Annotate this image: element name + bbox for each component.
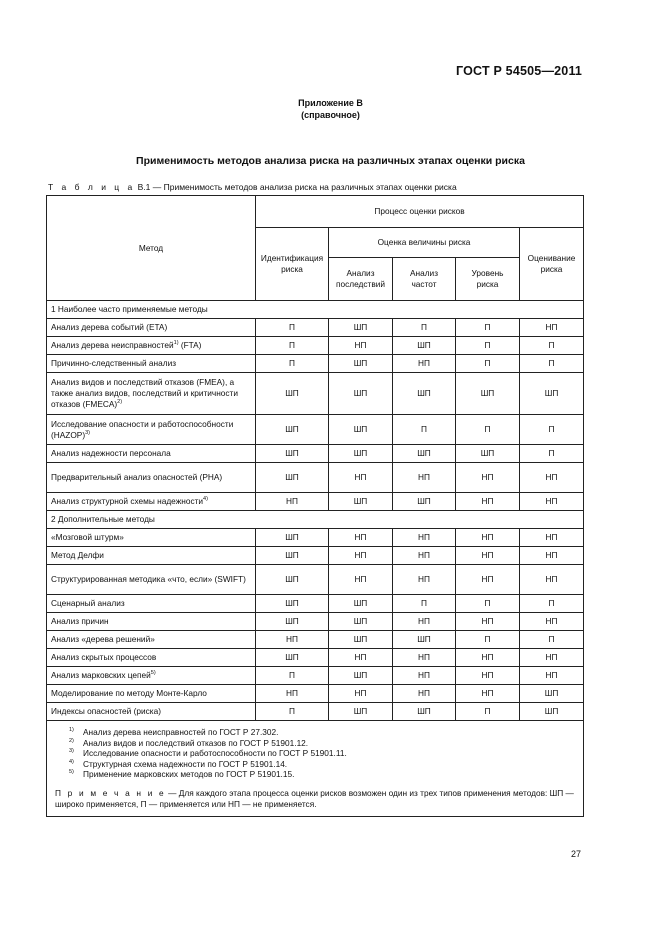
method-name-text: Причинно-следственный анализ <box>51 358 177 368</box>
evaluation-header: Оценивание риска <box>520 228 584 301</box>
footnotes <box>53 727 577 780</box>
applicability-cell: ШП <box>393 337 456 355</box>
table-row <box>47 463 584 493</box>
applicability-cell: П <box>256 667 329 685</box>
applicability-cell: НП <box>520 667 584 685</box>
note-label: П р и м е ч а н и е <box>55 787 166 798</box>
applicability-cell: П <box>256 319 329 337</box>
applicability-cell: П <box>256 355 329 373</box>
applicability-cell: П <box>520 337 584 355</box>
table-row <box>47 685 584 703</box>
applicability-cell: НП <box>520 649 584 667</box>
table-note <box>53 788 577 810</box>
method-name-text: Предварительный анализ опасностей (PHA) <box>51 472 223 482</box>
table-row <box>47 631 584 649</box>
method-name-text: Анализ надежности персонала <box>51 448 171 458</box>
footnote-text: Применение марковских методов по ГОСТ Р 51901.15. <box>83 769 295 779</box>
table-row <box>47 445 584 463</box>
applicability-cell: НП <box>393 565 456 595</box>
section-title: 2 Дополнительные методы <box>47 511 584 529</box>
method-name <box>47 649 256 667</box>
applicability-cell: П <box>520 415 584 445</box>
applicability-cell: ШП <box>256 565 329 595</box>
method-name <box>47 337 256 355</box>
applicability-cell: ШП <box>329 631 393 649</box>
applicability-cell: ШП <box>329 415 393 445</box>
applicability-cell: П <box>520 445 584 463</box>
footnote <box>53 769 577 780</box>
applicability-cell: НП <box>520 565 584 595</box>
method-name <box>47 703 256 721</box>
frequency-header: Анализ частот <box>393 258 456 301</box>
applicability-cell: П <box>520 595 584 613</box>
table-row <box>47 565 584 595</box>
applicability-cell: П <box>456 631 520 649</box>
footnote-mark: 4) <box>69 758 74 765</box>
method-name-text: Анализ структурной схемы надежности <box>51 496 204 506</box>
applicability-cell: П <box>456 355 520 373</box>
applicability-cell: П <box>456 703 520 721</box>
section-row <box>47 301 584 319</box>
footnote-mark: 3) <box>69 748 74 754</box>
applicability-cell: НП <box>456 613 520 631</box>
applicability-cell: НП <box>393 529 456 547</box>
table-caption-label: Т а б л и ц а <box>48 182 136 192</box>
method-name <box>47 547 256 565</box>
applicability-cell: НП <box>393 613 456 631</box>
method-name-text: Анализ дерева неисправностей <box>51 340 174 350</box>
applicability-cell: НП <box>329 649 393 667</box>
applicability-cell: ШП <box>329 613 393 631</box>
applicability-cell: ШП <box>329 703 393 721</box>
applicability-cell: НП <box>393 463 456 493</box>
applicability-cell: ШП <box>393 445 456 463</box>
applicability-cell: НП <box>329 565 393 595</box>
table-row <box>47 337 584 355</box>
applicability-cell: НП <box>329 685 393 703</box>
method-name <box>47 463 256 493</box>
applicability-cell: П <box>393 415 456 445</box>
applicability-cell: НП <box>393 685 456 703</box>
footnote-mark: 1) <box>69 727 74 733</box>
page-title: Применимость методов анализа риска на различных этапах оценки риска <box>136 155 525 167</box>
applicability-cell: ШП <box>256 529 329 547</box>
table-row <box>47 529 584 547</box>
method-name-text: «Мозговой штурм» <box>51 532 124 542</box>
footnote-ref: 4) <box>203 496 208 503</box>
applicability-cell: П <box>393 595 456 613</box>
table-row <box>47 703 584 721</box>
applicability-cell: НП <box>520 463 584 493</box>
applicability-cell: ШП <box>393 631 456 649</box>
method-name <box>47 319 256 337</box>
appendix-title: Приложение В <box>298 98 363 108</box>
footnote-text: Исследование опасности и работоспособности по ГОСТ Р 51901.11. <box>83 748 347 758</box>
applicability-cell: НП <box>520 613 584 631</box>
table-row <box>47 613 584 631</box>
applicability-cell: П <box>456 595 520 613</box>
footnote-text: Анализ видов и последствий отказов по ГОСТ Р 51901.12. <box>83 737 309 748</box>
method-name-text: Анализ марковских цепей <box>51 670 151 680</box>
applicability-cell: ШП <box>520 373 584 415</box>
method-name <box>47 373 256 415</box>
applicability-cell: НП <box>520 493 584 511</box>
applicability-cell: ШП <box>329 595 393 613</box>
method-name <box>47 445 256 463</box>
method-name-text: Структурированная методика «что, если» (SWIFT) <box>51 574 246 584</box>
applicability-cell: НП <box>329 337 393 355</box>
identification-header: Идентификация риска <box>256 228 329 301</box>
applicability-cell: ШП <box>256 547 329 565</box>
standard-code: ГОСТ Р 54505—2011 <box>456 64 583 78</box>
footnote-mark: 5) <box>69 769 74 775</box>
applicability-cell: НП <box>456 529 520 547</box>
footnote-text: Структурная схема надежности по ГОСТ Р 51901.14. <box>83 758 288 769</box>
applicability-cell: НП <box>520 319 584 337</box>
applicability-cell: ШП <box>456 445 520 463</box>
applicability-cell: ШП <box>329 493 393 511</box>
footnote-ref: 1) <box>173 340 179 347</box>
applicability-cell: НП <box>329 463 393 493</box>
applicability-cell: П <box>456 319 520 337</box>
applicability-cell: ШП <box>329 319 393 337</box>
section-row <box>47 511 584 529</box>
applicability-cell: ШП <box>256 649 329 667</box>
method-header: Метод <box>47 196 256 301</box>
footnote-ref: 3) <box>85 429 90 436</box>
method-name-text: Анализ «дерева решений» <box>51 634 155 644</box>
table-row <box>47 547 584 565</box>
method-name-text: Индексы опасностей (риска) <box>51 706 161 716</box>
table-row <box>47 355 584 373</box>
table-row <box>47 415 584 445</box>
applicability-cell: ШП <box>329 667 393 685</box>
table-row <box>47 667 584 685</box>
table-body-additional <box>47 511 584 721</box>
footnotes-cell <box>47 721 584 817</box>
note-text: — Для каждого этапа процесса оценки рисков возможен один из трех типов применения методов: ШП — широко применяется, П — применяется или НП — не применяется. <box>55 787 574 809</box>
appendix-subtitle: (справочное) <box>301 110 360 120</box>
applicability-cell: ШП <box>256 595 329 613</box>
applicability-cell: НП <box>256 685 329 703</box>
applicability-cell: НП <box>456 667 520 685</box>
method-name-text: Моделирование по методу Монте-Карло <box>51 688 207 698</box>
process-header: Процесс оценки рисков <box>256 196 584 228</box>
table-row <box>47 319 584 337</box>
applicability-cell: П <box>393 319 456 337</box>
applicability-cell: НП <box>456 685 520 703</box>
applicability-cell: П <box>520 355 584 373</box>
method-name <box>47 355 256 373</box>
appendix-heading <box>0 97 661 121</box>
table-footer <box>47 721 584 817</box>
method-name <box>47 595 256 613</box>
method-name <box>47 565 256 595</box>
footnote-text: Анализ дерева неисправностей по ГОСТ Р 27.302. <box>83 727 279 737</box>
applicability-cell: ШП <box>256 613 329 631</box>
method-name-text: Сценарный анализ <box>51 598 125 608</box>
method-name <box>47 415 256 445</box>
footnote <box>53 748 577 759</box>
applicability-cell: П <box>456 415 520 445</box>
method-name <box>47 529 256 547</box>
applicability-cell: ШП <box>256 415 329 445</box>
footnote <box>53 738 577 749</box>
method-name-text: Исследование опасности и работоспособности (HAZOP) <box>51 418 234 440</box>
applicability-cell: ШП <box>520 703 584 721</box>
applicability-cell: П <box>256 337 329 355</box>
applicability-cell: П <box>256 703 329 721</box>
page-number: 27 <box>571 849 582 859</box>
method-name <box>47 613 256 631</box>
applicability-cell: НП <box>393 355 456 373</box>
applicability-cell: П <box>456 337 520 355</box>
table-row <box>47 373 584 415</box>
footnote-mark: 2) <box>69 737 74 744</box>
table-row <box>47 649 584 667</box>
applicability-cell: НП <box>256 493 329 511</box>
applicability-cell: НП <box>329 547 393 565</box>
table-row <box>47 595 584 613</box>
footnote <box>53 727 577 738</box>
method-name-text: Анализ причин <box>51 616 109 626</box>
footnote <box>53 759 577 770</box>
applicability-cell: НП <box>393 667 456 685</box>
applicability-cell: НП <box>456 649 520 667</box>
footnote-ref: 2) <box>117 399 123 406</box>
applicability-cell: НП <box>456 493 520 511</box>
consequences-header: Анализ последствий <box>329 258 393 301</box>
applicability-cell: НП <box>520 529 584 547</box>
method-name-tail: (FTA) <box>178 340 202 350</box>
applicability-cell: НП <box>520 547 584 565</box>
applicability-cell: НП <box>256 631 329 649</box>
applicability-cell: ШП <box>393 703 456 721</box>
applicability-cell: ШП <box>256 445 329 463</box>
method-name <box>47 667 256 685</box>
table-body <box>47 301 584 511</box>
method-name-text: Анализ скрытых процессов <box>51 652 157 662</box>
applicability-cell: ШП <box>329 373 393 415</box>
level-header: Уровень риска <box>456 258 520 301</box>
section-title: 1 Наиболее часто применяемые методы <box>47 301 584 319</box>
applicability-cell: ШП <box>329 355 393 373</box>
applicability-cell: ШП <box>329 445 393 463</box>
applicability-cell: НП <box>329 529 393 547</box>
applicability-cell: ШП <box>520 685 584 703</box>
method-name <box>47 493 256 511</box>
method-name <box>47 685 256 703</box>
table-caption <box>48 182 457 192</box>
estimation-header: Оценка величины риска <box>329 228 520 258</box>
applicability-cell: ШП <box>256 463 329 493</box>
applicability-cell: НП <box>456 463 520 493</box>
applicability-cell: ШП <box>393 493 456 511</box>
applicability-cell: ШП <box>393 373 456 415</box>
applicability-cell: НП <box>456 565 520 595</box>
applicability-cell: ШП <box>256 373 329 415</box>
footnote-ref: 5) <box>150 670 156 677</box>
table-head <box>47 196 584 301</box>
risk-methods-table <box>46 195 584 817</box>
method-name-text: Анализ видов и последствий отказов (FMEA), а также анализ видов, последствий и критичности отказов (FMECA) <box>51 377 238 409</box>
method-name <box>47 631 256 649</box>
applicability-cell: П <box>520 631 584 649</box>
applicability-cell: НП <box>456 547 520 565</box>
applicability-cell: НП <box>393 649 456 667</box>
method-name-text: Метод Делфи <box>51 550 104 560</box>
table-caption-text: В.1 — Применимость методов анализа риска на различных этапах оценки риска <box>135 182 457 192</box>
method-name-text: Анализ дерева событий (ETA) <box>51 322 168 332</box>
applicability-cell: ШП <box>456 373 520 415</box>
table-row <box>47 493 584 511</box>
applicability-cell: НП <box>393 547 456 565</box>
